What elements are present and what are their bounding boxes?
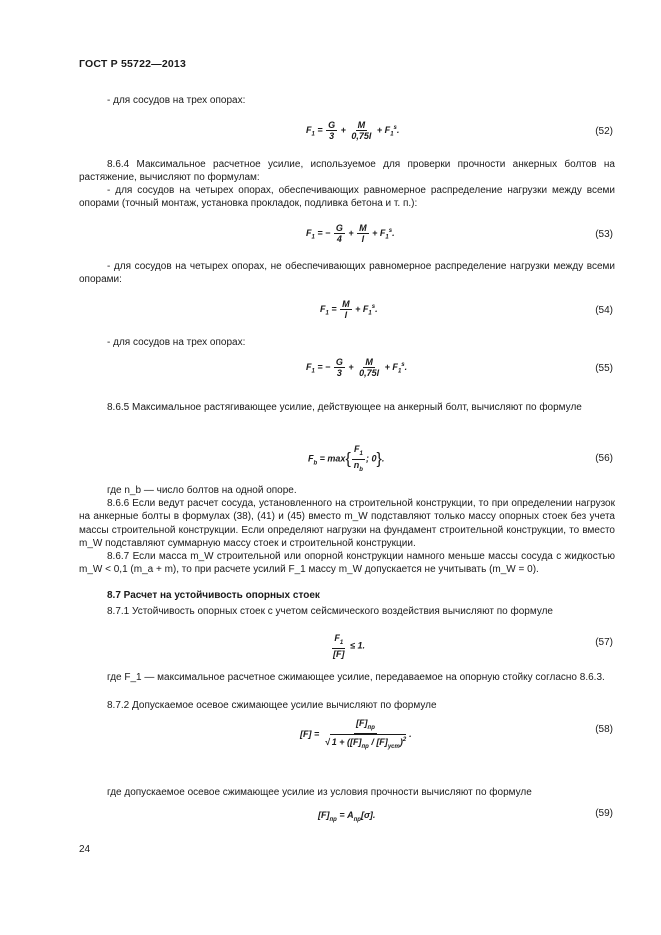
paragraph-four-supports-nonuniform: - для сосудов на четырех опорах, не обеспечивающих равномерное распределение нагрузки между всеми опорами:: [79, 261, 615, 286]
document-header: ГОСТ Р 55722—2013: [79, 58, 187, 70]
formula-57: $\frac{F_1}{[F]}$ ≤ 1.: [333, 633, 365, 659]
paragraph-three-supports-2: - для сосудов на трех опорах:: [107, 337, 246, 348]
equation-number-56: (56): [595, 453, 613, 464]
equation-number-53: (53): [595, 229, 613, 240]
paragraph-8-6-5: 8.6.5 Максимальное растягивающее усилие, действующее на анкерный болт, вычисляют по формуле: [107, 402, 582, 413]
equation-number-57: (57): [595, 637, 613, 648]
paragraph-four-supports-uniform: - для сосудов на четырех опорах, обеспечивающих равномерное распределение нагрузки между всеми опорами (точный монтаж, установка прокладок, подливка бетона и т. п.):: [79, 185, 615, 210]
formula-52: $F_1$ = $\frac{G}{3}$ + $\frac{M}{0,75l}$ + $F_1^s$.: [306, 120, 400, 141]
equation-number-58: (58): [595, 724, 613, 735]
paragraph-8-7-1: 8.7.1 Устойчивость опорных стоек с учетом сейсмического воздействия вычисляют по формуле: [107, 606, 553, 617]
paragraph-8-6-7: 8.6.7 Если масса m_W строительной или опорной конструкции намного меньше массы сосуда с жидкостью m_W < 0,1 (m_a + m), то при расчете усилий F_1 массу m_W допускается не учитывать (m_W = 0).: [79, 551, 615, 576]
paragraph-where-allowable: где допускаемое осевое сжимающее усилие из условия прочности вычисляют по формуле: [107, 787, 532, 798]
formula-59: $[F]_{пр} = A_{пр}[\sigma]$.: [318, 810, 376, 823]
formula-54: $F_1$ = $\frac{M}{l}$ + $F_1^s$.: [320, 299, 378, 320]
equation-number-52: (52): [595, 126, 613, 137]
page-number: 24: [79, 844, 91, 855]
paragraph-8-6-4: 8.6.4 Максимальное расчетное усилие, используемое для проверки прочности анкерных болтов на растяжение, вычисляют по формулам:: [79, 159, 615, 184]
paragraph-three-supports: - для сосудов на трех опорах:: [107, 95, 246, 106]
formula-56: $F_b = \max${ $\frac{F_1}{n_b}$ ; 0}.: [308, 444, 385, 473]
paragraph-where-f1: где F_1 — максимальное расчетное сжимающее усилие, передаваемое на опорную стойку согласно 8.6.3.: [107, 672, 605, 683]
formula-53: $F_1$ = − $\frac{G}{4}$ + $\frac{M}{l}$ + $F_1^s$.: [306, 223, 395, 244]
paragraph-8-7-2: 8.7.2 Допускаемое осевое сжимающее усилие вычисляют по формуле: [107, 700, 437, 711]
formula-55: $F_1$ = − $\frac{G}{3}$ + $\frac{M}{0,75l}$ + $F_1^s$.: [306, 357, 408, 378]
formula-58: [F] = $\frac{[F]_{пр}}{√ 1 + ([F]_{пр} / [F]_{уст})^2}$ .: [300, 718, 412, 750]
equation-number-55: (55): [595, 363, 613, 374]
paragraph-where-nb: где n_b — число болтов на одной опоре.: [107, 485, 297, 496]
equation-number-54: (54): [595, 305, 613, 316]
section-heading-8-7: 8.7 Расчет на устойчивость опорных стоек: [107, 590, 320, 601]
equation-number-59: (59): [595, 808, 613, 819]
paragraph-8-6-6: 8.6.6 Если ведут расчет сосуда, установленного на строительной конструкции, то при определении нагрузок на анкерные болты в формулах (38), (41) и (45) вместо m_W подставляют только массу опорных стоек без учета массы строительной конструкции. Если определяют нагрузки на фундамент строительной конструкции, то вместо m_W подставляют суммарную массу стоек и строительной конструкции.: [79, 498, 615, 549]
